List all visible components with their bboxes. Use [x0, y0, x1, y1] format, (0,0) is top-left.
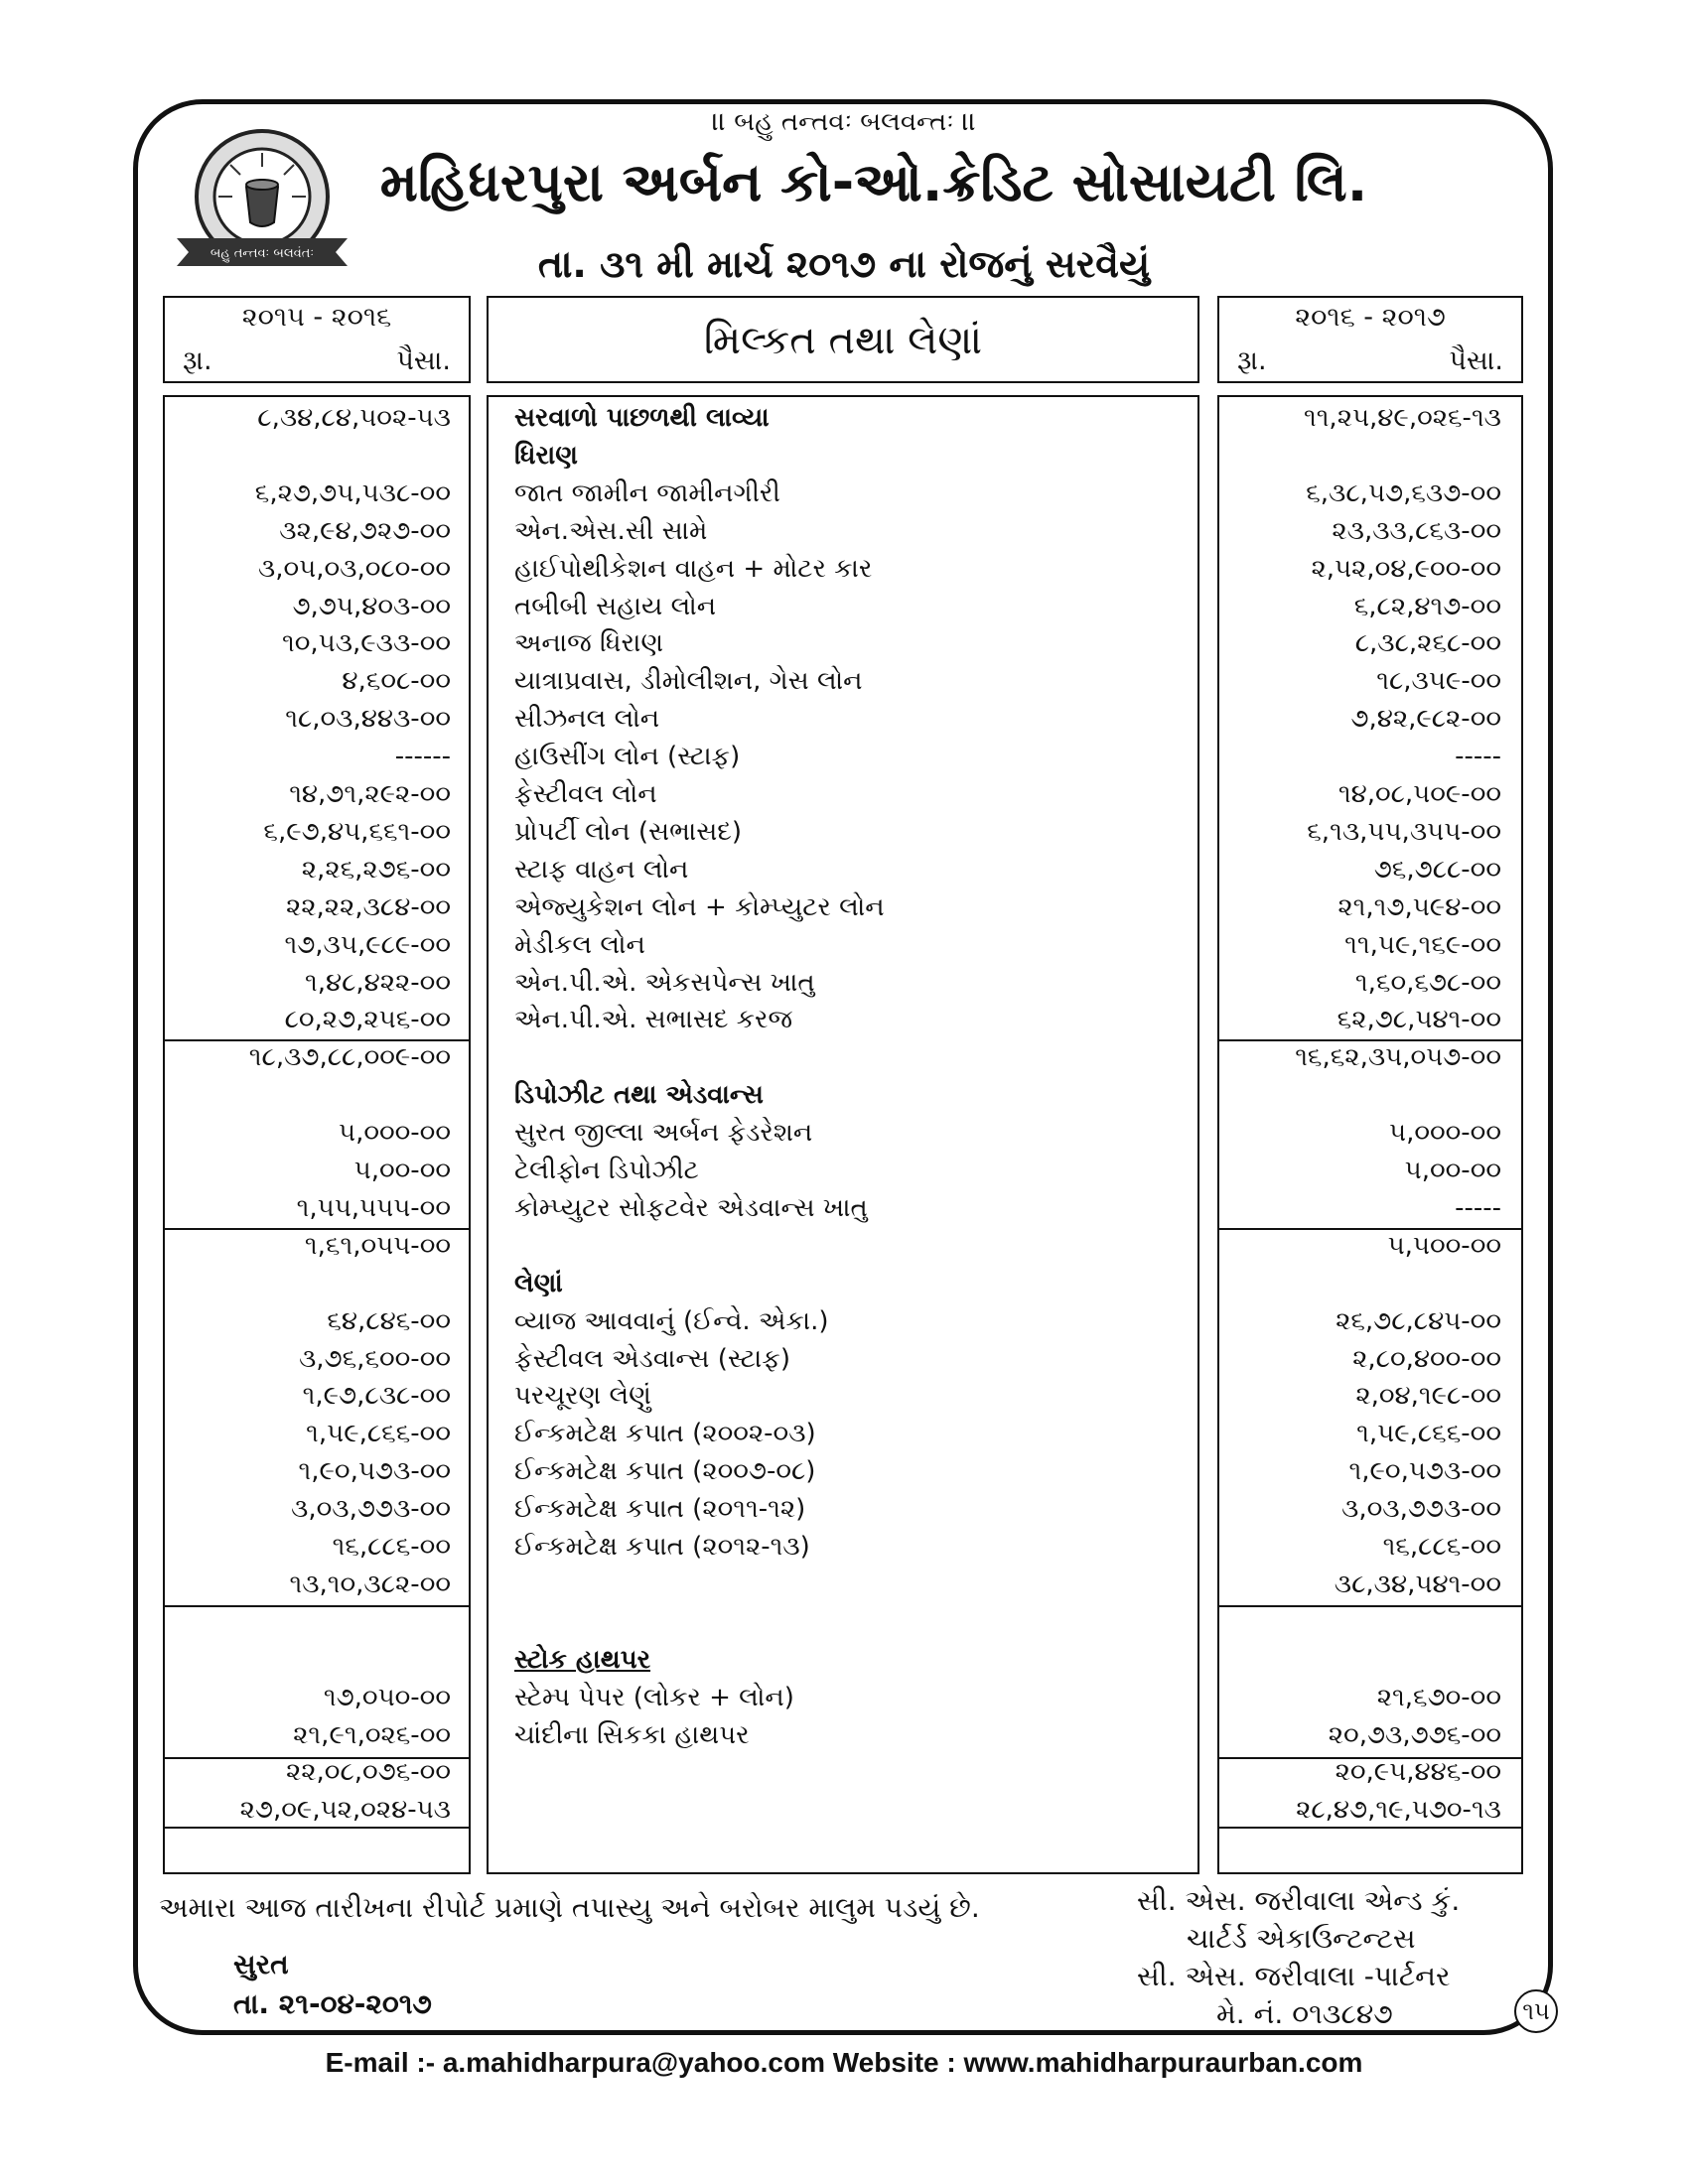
place: સુરત — [233, 1948, 289, 1980]
row-prior-year-amount: ૧૬,૮૮૬-૦૦ — [332, 1532, 451, 1562]
row-prior-year-amount: ૮,૩૪,૮૪,૫૦૨-૫૩ — [257, 403, 451, 433]
row-label: પરચૂરણ લેણું — [514, 1381, 651, 1412]
row-current-year-amount: ૧,૯૦,૫૭૩-૦૦ — [1348, 1456, 1501, 1487]
row-prior-year-amount: ૨૨,૦૮,૦૭૬-૦૦ — [286, 1757, 451, 1788]
row-prior-year-amount: ૧૭,૦૫૦-૦૦ — [323, 1682, 451, 1712]
row-current-year-amount: ૨૦,૯૫,૪૪૬-૦૦ — [1335, 1757, 1501, 1788]
row-current-year-amount: ૫,૦૦૦-૦૦ — [1389, 1118, 1501, 1149]
row-current-year-amount: ૧૪,૦૮,૫૦૯-૦૦ — [1337, 779, 1501, 809]
row-label: હાઉસીંગ લોન (સ્ટાફ) — [514, 742, 741, 772]
row-prior-year-amount: ૬૪,૮૪૬-૦૦ — [327, 1305, 451, 1336]
row-prior-year-amount: ૨,૨૬,૨૭૬-૦૦ — [301, 854, 451, 885]
row-prior-year-amount: ૫,૦૦-૦૦ — [353, 1156, 451, 1185]
contact-line: E-mail :- a.mahidharpura@yahoo.com Website : www.mahidharpuraurban.com — [325, 2047, 1363, 2078]
auditor-title: ચાર્ટર્ડ એકાઉન્ટન્ટસ — [1187, 1922, 1416, 1955]
row-label — [514, 1038, 1190, 1076]
balance-sheet-subtitle: તા. ૩૧ મી માર્ચ ૨૦૧૭ ના રોજનું સરવૈયું — [537, 242, 1151, 286]
row-current-year-amount: ૨૧,૬૭૦-૦૦ — [1376, 1682, 1501, 1712]
row-prior-year-amount: ૨૧,૯૧,૦૨૬-૦૦ — [293, 1719, 451, 1750]
row-label — [514, 1227, 1190, 1265]
row-prior-year-amount: ૧,૫૯,૮૬૬-૦૦ — [306, 1419, 451, 1449]
row-label: હાઈપોથીકેશન વાહન + મોટર કાર — [514, 553, 873, 584]
row-current-year-amount — [1221, 1265, 1501, 1302]
row-current-year-amount: ૨૧,૧૭,૫૯૪-૦૦ — [1337, 891, 1501, 922]
row-label: ઈન્કમટેક્ષ કપાત (૨૦૧૨-૧૩) — [514, 1532, 810, 1562]
row-label: ચાંદીના સિકકા હાથપર — [514, 1719, 750, 1750]
right-rs-label: રૂા. — [1237, 345, 1267, 376]
row-prior-year-amount — [163, 1641, 451, 1679]
row-prior-year-amount: ૬,૨૭,૭૫,૫૩૮-૦૦ — [254, 478, 451, 508]
row-prior-year-amount: ૪,૬૦૮-૦૦ — [342, 666, 451, 697]
row-current-year-amount — [1221, 437, 1501, 475]
row-current-year-amount — [1221, 1076, 1501, 1114]
row-label: એજ્યુકેશન લોન + કોમ્પ્યુટર લોન — [514, 891, 885, 922]
row-prior-year-amount: ૧૪,૭૧,૨૯૨-૦૦ — [289, 779, 451, 809]
row-current-year-amount: ૫,૫૦૦-૦૦ — [1387, 1230, 1501, 1261]
row-prior-year-amount: ૧,૬૧,૦૫૫-૦૦ — [304, 1230, 451, 1261]
row-prior-year-amount: ૧૭,૩૫,૯૮૯-૦૦ — [284, 929, 451, 960]
audit-statement: અમારા આજ તારીખના રીપોર્ટ પ્રમાણે તપાસ્યુ અને બરોબર માલુમ પડયું છે. — [159, 1891, 980, 1924]
row-label: સરવાળો પાછળથી લાવ્યા — [514, 403, 770, 433]
row-label: સ્ટોક હાથપર — [514, 1644, 651, 1675]
row-current-year-amount: ૨૬,૭૮,૮૪૫-૦૦ — [1336, 1305, 1501, 1336]
row-prior-year-amount: ૭,૭૫,૪૦૩-૦૦ — [292, 591, 451, 621]
row-current-year-amount: ૬,૧૩,૫૫,૩૫૫-૦૦ — [1307, 816, 1501, 847]
row-prior-year-amount: ૬,૯૭,૪૫,૬૬૧-૦૦ — [263, 816, 451, 847]
row-current-year-amount: ૨,૮૦,૪૦૦-૦૦ — [1352, 1343, 1501, 1374]
left-year: ૨૦૧૫ - ૨૦૧૬ — [241, 302, 392, 333]
row-label: અનાજ ધિરાણ — [514, 628, 663, 659]
auditor-partner: સી. એસ. જરીવાલા -પાર્ટનર — [1137, 1960, 1451, 1992]
header-left-box — [163, 296, 471, 383]
assets-heading: મિલ્કત તથા લેણાં — [703, 318, 983, 363]
row-current-year-amount: ૨,૦૪,૧૯૮-૦૦ — [1355, 1381, 1501, 1412]
row-current-year-amount: ----- — [1455, 1192, 1501, 1223]
page-number: ૧૫ — [1514, 1989, 1558, 2033]
row-label: ઈન્કમટેક્ષ કપાત (૨૦૧૧-૧૨) — [514, 1494, 806, 1525]
header-center-box — [487, 296, 1199, 383]
row-label: કોમ્પ્યુટર સોફટવેર એડવાન્સ ખાતુ — [514, 1192, 868, 1223]
row-label: વ્યાજ આવવાનું (ઈન્વે. એકા.) — [514, 1305, 829, 1336]
row-label: ટેલીફોન ડિપોઝીટ — [514, 1156, 699, 1185]
row-label: એન.એસ.સી સામે — [514, 515, 708, 546]
row-label: સ્ટેમ્પ પેપર (લોકર + લોન) — [514, 1682, 794, 1712]
row-label: ઈન્કમટેક્ષ કપાત (૨૦૦૭-૦૮) — [514, 1456, 816, 1487]
row-current-year-amount: ૧૮,૩૫૯-૦૦ — [1376, 666, 1501, 697]
row-label: ફેસ્ટીવલ લોન — [514, 779, 657, 809]
separator-line — [163, 1605, 471, 1607]
row-label: એન.પી.એ. સભાસદ કરજ — [514, 1005, 793, 1035]
left-paisa-label: પૈસા. — [396, 345, 451, 376]
row-current-year-amount: ૭૬,૭૮૮-૦૦ — [1373, 854, 1501, 885]
row-label — [514, 1791, 1190, 1829]
row-label: પ્રોપર્ટી લોન (સભાસદ) — [514, 816, 742, 847]
row-label: સુરત જીલ્લા અર્બન ફેડરેશન — [514, 1118, 813, 1149]
row-prior-year-amount: ૧૮,૦૩,૪૪૩-૦૦ — [285, 704, 451, 735]
row-label: જાત જામીન જામીનગીરી — [514, 478, 780, 508]
row-prior-year-amount: ૧૩,૧૦,૩૮૨-૦૦ — [289, 1569, 451, 1599]
row-prior-year-amount: ૧,૯૦,૫૭૩-૦૦ — [298, 1456, 451, 1487]
motto: ।। બહુ તન્તવઃ બલવન્તઃ ।। — [712, 107, 976, 137]
row-current-year-amount: ૬૨,૭૮,૫૪૧-૦૦ — [1336, 1005, 1501, 1035]
row-prior-year-amount: ૩,૭૬,૬૦૦-૦૦ — [298, 1343, 451, 1374]
row-prior-year-amount: ૫,૦૦૦-૦૦ — [339, 1118, 451, 1149]
row-current-year-amount: ૮,૩૮,૨૬૮-૦૦ — [1354, 628, 1501, 659]
row-current-year-amount: ૧૬,૬૨,૩૫,૦૫૭-૦૦ — [1295, 1042, 1501, 1073]
header-right-box — [1217, 296, 1523, 383]
row-label: યાત્રાપ્રવાસ, ડીમોલીશન, ગેસ લોન — [514, 666, 863, 697]
row-label: લેણાં — [514, 1268, 563, 1298]
row-prior-year-amount: ૩,૦૩,૭૭૩-૦૦ — [291, 1494, 451, 1525]
row-label: તબીબી સહાય લોન — [514, 591, 717, 621]
row-current-year-amount: ----- — [1455, 742, 1501, 772]
row-prior-year-amount — [163, 1076, 451, 1114]
row-current-year-amount: ૨૦,૭૩,૭૭૬-૦૦ — [1328, 1719, 1501, 1750]
row-prior-year-amount — [163, 1265, 451, 1302]
row-label — [514, 1566, 1190, 1603]
row-current-year-amount: ૬,૩૮,૫૭,૬૩૭-૦૦ — [1306, 478, 1501, 508]
row-current-year-amount: ૨૩,૩૩,૮૬૩-૦૦ — [1332, 515, 1501, 546]
row-prior-year-amount: ------ — [394, 742, 451, 772]
row-prior-year-amount: ૩૨,૯૪,૭૨૭-૦૦ — [279, 515, 451, 546]
row-label — [514, 1753, 1190, 1791]
row-current-year-amount: ૧૧,૫૯,૧૬૯-૦૦ — [1344, 929, 1501, 960]
report-date: તા. ૨૧-૦૪-૨૦૧૭ — [233, 1987, 432, 2020]
row-current-year-amount: ૧૬,૮૮૬-૦૦ — [1382, 1532, 1501, 1562]
row-current-year-amount: ૫,૦૦-૦૦ — [1404, 1156, 1501, 1185]
row-prior-year-amount: ૩,૦૫,૦૩,૦૮૦-૦૦ — [257, 553, 451, 584]
row-label: ઈન્કમટેક્ષ કપાત (૨૦૦૨-૦૩) — [514, 1419, 816, 1449]
row-label: સ્ટાફ વાહન લોન — [514, 854, 689, 885]
row-current-year-amount: ૩,૦૩,૭૭૩-૦૦ — [1341, 1494, 1501, 1525]
row-prior-year-amount: ૨૭,૦૯,૫૨,૦૨૪-૫૩ — [239, 1795, 451, 1826]
row-prior-year-amount: ૧,૪૮,૪૨૨-૦૦ — [304, 967, 451, 998]
row-prior-year-amount: ૨૨,૨૨,૩૮૪-૦૦ — [286, 891, 451, 922]
separator-line — [1217, 1605, 1523, 1607]
left-rs-label: રૂા. — [183, 345, 212, 376]
row-current-year-amount: ૨,૫૨,૦૪,૯૦૦-૦૦ — [1311, 553, 1501, 584]
row-current-year-amount: ૧,૫૯,૮૬૬-૦૦ — [1356, 1419, 1501, 1449]
row-current-year-amount — [1221, 1641, 1501, 1679]
membership-number: મે. નં. ૦૧૩૮૪૭ — [1216, 1997, 1393, 2030]
row-prior-year-amount: ૧૦,૫૩,૯૩૩-૦૦ — [281, 628, 451, 659]
row-label: એન.પી.એ. એકસપેન્સ ખાતુ — [514, 967, 815, 998]
row-current-year-amount: ૭,૪૨,૯૮૨-૦૦ — [1350, 704, 1501, 735]
row-label: મેડીકલ લોન — [514, 929, 645, 960]
society-title: મહિધરપુરા અર્બન કો-ઓ.ક્રેડિટ સોસાયટી લિ. — [379, 151, 1368, 213]
row-prior-year-amount: ૧૮,૩૭,૮૮,૦૦૯-૦૦ — [248, 1042, 451, 1073]
row-current-year-amount: ૧૧,૨૫,૪૯,૦૨૬-૧૩ — [1303, 403, 1501, 433]
row-prior-year-amount — [163, 437, 451, 475]
auditor-firm: સી. એસ. જરીવાલા એન્ડ કું. — [1137, 1884, 1461, 1917]
row-prior-year-amount: ૧,૫૫,૫૫૫-૦૦ — [296, 1192, 451, 1223]
row-current-year-amount: ૩૮,૩૪,૫૪૧-૦૦ — [1334, 1569, 1501, 1599]
row-label: ડિપોઝીટ તથા એડવાન્સ — [514, 1080, 764, 1111]
right-year: ૨૦૧૬ - ૨૦૧૭ — [1295, 302, 1446, 333]
row-current-year-amount: ૨૮,૪૭,૧૯,૫૭૦-૧૩ — [1296, 1795, 1501, 1826]
row-prior-year-amount: ૮૦,૨૭,૨૫૬-૦૦ — [284, 1005, 451, 1035]
svg-text:બહુ તન્તવઃ બલવંતઃ: બહુ તન્તવઃ બલવંતઃ — [210, 246, 315, 261]
row-label: ફેસ્ટીવલ એડવાન્સ (સ્ટાફ) — [514, 1343, 790, 1374]
row-label: ધિરાણ — [514, 440, 578, 471]
row-current-year-amount: ૧,૬૦,૬૭૮-૦૦ — [1354, 967, 1501, 998]
right-paisa-label: પૈસા. — [1449, 345, 1503, 376]
row-current-year-amount: ૬,૮૨,૪૧૭-૦૦ — [1353, 591, 1501, 621]
row-prior-year-amount: ૧,૯૭,૮૩૮-૦૦ — [302, 1381, 451, 1412]
row-label: સીઝનલ લોન — [514, 704, 660, 735]
